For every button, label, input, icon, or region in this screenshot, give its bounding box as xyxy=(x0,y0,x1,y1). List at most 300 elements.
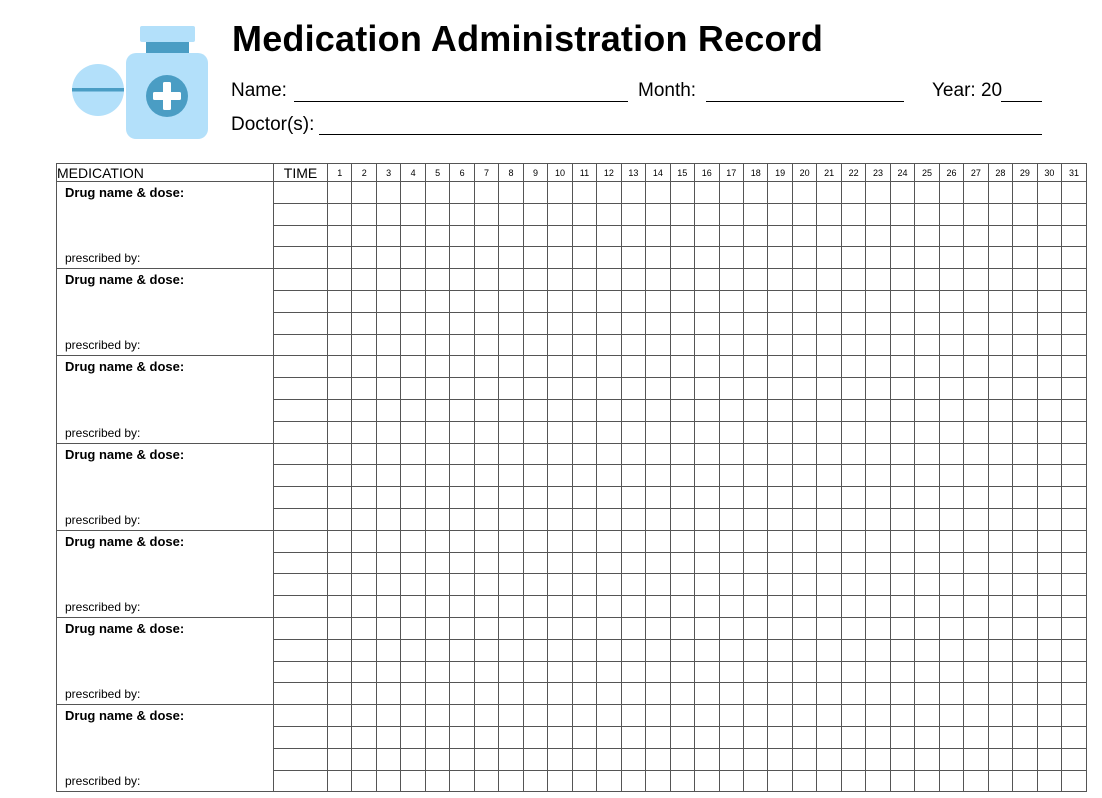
dose-cell[interactable] xyxy=(866,421,890,443)
dose-cell[interactable] xyxy=(817,247,841,269)
dose-cell[interactable] xyxy=(450,225,474,247)
dose-cell[interactable] xyxy=(425,487,449,509)
dose-cell[interactable] xyxy=(1013,661,1037,683)
dose-cell[interactable] xyxy=(866,465,890,487)
dose-cell[interactable] xyxy=(523,552,547,574)
dose-cell[interactable] xyxy=(548,748,572,770)
dose-cell[interactable] xyxy=(328,399,352,421)
dose-cell[interactable] xyxy=(548,356,572,378)
dose-cell[interactable] xyxy=(401,617,425,639)
dose-cell[interactable] xyxy=(328,639,352,661)
dose-cell[interactable] xyxy=(597,661,621,683)
time-cell[interactable] xyxy=(274,748,328,770)
dose-cell[interactable] xyxy=(425,399,449,421)
dose-cell[interactable] xyxy=(988,378,1012,400)
dose-cell[interactable] xyxy=(499,726,523,748)
time-cell[interactable] xyxy=(274,552,328,574)
dose-cell[interactable] xyxy=(964,247,988,269)
dose-cell[interactable] xyxy=(621,269,645,291)
dose-cell[interactable] xyxy=(474,399,498,421)
dose-cell[interactable] xyxy=(670,661,694,683)
dose-cell[interactable] xyxy=(352,487,376,509)
dose-cell[interactable] xyxy=(523,639,547,661)
dose-cell[interactable] xyxy=(841,269,865,291)
dose-cell[interactable] xyxy=(1037,661,1061,683)
dose-cell[interactable] xyxy=(817,596,841,618)
dose-cell[interactable] xyxy=(474,203,498,225)
dose-cell[interactable] xyxy=(743,705,767,727)
dose-cell[interactable] xyxy=(376,290,400,312)
dose-cell[interactable] xyxy=(670,203,694,225)
dose-cell[interactable] xyxy=(572,770,596,792)
dose-cell[interactable] xyxy=(695,683,719,705)
dose-cell[interactable] xyxy=(817,312,841,334)
dose-cell[interactable] xyxy=(621,552,645,574)
dose-cell[interactable] xyxy=(499,508,523,530)
dose-cell[interactable] xyxy=(866,661,890,683)
dose-cell[interactable] xyxy=(939,508,963,530)
dose-cell[interactable] xyxy=(621,247,645,269)
dose-cell[interactable] xyxy=(1062,399,1087,421)
dose-cell[interactable] xyxy=(841,705,865,727)
dose-cell[interactable] xyxy=(328,465,352,487)
dose-cell[interactable] xyxy=(939,290,963,312)
dose-cell[interactable] xyxy=(1062,552,1087,574)
dose-cell[interactable] xyxy=(964,182,988,204)
dose-cell[interactable] xyxy=(1037,683,1061,705)
dose-cell[interactable] xyxy=(1013,378,1037,400)
dose-cell[interactable] xyxy=(523,465,547,487)
dose-cell[interactable] xyxy=(1037,748,1061,770)
dose-cell[interactable] xyxy=(792,334,816,356)
dose-cell[interactable] xyxy=(352,356,376,378)
dose-cell[interactable] xyxy=(499,203,523,225)
dose-cell[interactable] xyxy=(425,574,449,596)
dose-cell[interactable] xyxy=(1037,312,1061,334)
dose-cell[interactable] xyxy=(792,683,816,705)
dose-cell[interactable] xyxy=(988,748,1012,770)
dose-cell[interactable] xyxy=(670,639,694,661)
dose-cell[interactable] xyxy=(597,574,621,596)
dose-cell[interactable] xyxy=(817,203,841,225)
dose-cell[interactable] xyxy=(988,203,1012,225)
dose-cell[interactable] xyxy=(572,552,596,574)
dose-cell[interactable] xyxy=(915,247,939,269)
dose-cell[interactable] xyxy=(768,312,792,334)
dose-cell[interactable] xyxy=(768,465,792,487)
dose-cell[interactable] xyxy=(523,356,547,378)
dose-cell[interactable] xyxy=(964,617,988,639)
dose-cell[interactable] xyxy=(988,726,1012,748)
dose-cell[interactable] xyxy=(523,378,547,400)
dose-cell[interactable] xyxy=(376,705,400,727)
dose-cell[interactable] xyxy=(670,705,694,727)
dose-cell[interactable] xyxy=(352,683,376,705)
dose-cell[interactable] xyxy=(939,748,963,770)
dose-cell[interactable] xyxy=(474,487,498,509)
dose-cell[interactable] xyxy=(499,356,523,378)
dose-cell[interactable] xyxy=(425,334,449,356)
dose-cell[interactable] xyxy=(328,334,352,356)
dose-cell[interactable] xyxy=(450,334,474,356)
dose-cell[interactable] xyxy=(597,596,621,618)
dose-cell[interactable] xyxy=(939,203,963,225)
dose-cell[interactable] xyxy=(352,269,376,291)
dose-cell[interactable] xyxy=(450,290,474,312)
dose-cell[interactable] xyxy=(597,726,621,748)
dose-cell[interactable] xyxy=(450,247,474,269)
dose-cell[interactable] xyxy=(768,203,792,225)
dose-cell[interactable] xyxy=(352,617,376,639)
dose-cell[interactable] xyxy=(1013,487,1037,509)
dose-cell[interactable] xyxy=(890,356,914,378)
dose-cell[interactable] xyxy=(376,748,400,770)
dose-cell[interactable] xyxy=(572,748,596,770)
dose-cell[interactable] xyxy=(792,530,816,552)
dose-cell[interactable] xyxy=(401,748,425,770)
dose-cell[interactable] xyxy=(768,770,792,792)
dose-cell[interactable] xyxy=(597,269,621,291)
dose-cell[interactable] xyxy=(474,312,498,334)
dose-cell[interactable] xyxy=(890,312,914,334)
dose-cell[interactable] xyxy=(670,530,694,552)
dose-cell[interactable] xyxy=(890,247,914,269)
dose-cell[interactable] xyxy=(572,443,596,465)
dose-cell[interactable] xyxy=(939,596,963,618)
dose-cell[interactable] xyxy=(572,530,596,552)
dose-cell[interactable] xyxy=(572,312,596,334)
time-cell[interactable] xyxy=(274,617,328,639)
time-cell[interactable] xyxy=(274,225,328,247)
dose-cell[interactable] xyxy=(572,683,596,705)
dose-cell[interactable] xyxy=(817,290,841,312)
dose-cell[interactable] xyxy=(523,726,547,748)
dose-cell[interactable] xyxy=(915,530,939,552)
dose-cell[interactable] xyxy=(939,443,963,465)
dose-cell[interactable] xyxy=(841,508,865,530)
dose-cell[interactable] xyxy=(792,574,816,596)
dose-cell[interactable] xyxy=(817,487,841,509)
dose-cell[interactable] xyxy=(646,748,670,770)
dose-cell[interactable] xyxy=(988,770,1012,792)
dose-cell[interactable] xyxy=(572,705,596,727)
dose-cell[interactable] xyxy=(376,334,400,356)
dose-cell[interactable] xyxy=(988,312,1012,334)
dose-cell[interactable] xyxy=(1013,639,1037,661)
dose-cell[interactable] xyxy=(352,770,376,792)
dose-cell[interactable] xyxy=(890,726,914,748)
dose-cell[interactable] xyxy=(548,596,572,618)
dose-cell[interactable] xyxy=(499,269,523,291)
dose-cell[interactable] xyxy=(1037,639,1061,661)
dose-cell[interactable] xyxy=(328,683,352,705)
dose-cell[interactable] xyxy=(964,225,988,247)
dose-cell[interactable] xyxy=(1062,596,1087,618)
dose-cell[interactable] xyxy=(646,356,670,378)
dose-cell[interactable] xyxy=(450,399,474,421)
dose-cell[interactable] xyxy=(719,639,743,661)
dose-cell[interactable] xyxy=(670,421,694,443)
dose-cell[interactable] xyxy=(743,203,767,225)
time-cell[interactable] xyxy=(274,530,328,552)
dose-cell[interactable] xyxy=(939,334,963,356)
dose-cell[interactable] xyxy=(670,182,694,204)
dose-cell[interactable] xyxy=(768,225,792,247)
dose-cell[interactable] xyxy=(964,290,988,312)
dose-cell[interactable] xyxy=(523,487,547,509)
dose-cell[interactable] xyxy=(572,726,596,748)
dose-cell[interactable] xyxy=(1037,530,1061,552)
dose-cell[interactable] xyxy=(548,705,572,727)
dose-cell[interactable] xyxy=(474,530,498,552)
dose-cell[interactable] xyxy=(939,378,963,400)
dose-cell[interactable] xyxy=(352,378,376,400)
dose-cell[interactable] xyxy=(548,334,572,356)
dose-cell[interactable] xyxy=(939,726,963,748)
dose-cell[interactable] xyxy=(915,399,939,421)
dose-cell[interactable] xyxy=(939,661,963,683)
dose-cell[interactable] xyxy=(719,443,743,465)
dose-cell[interactable] xyxy=(866,530,890,552)
dose-cell[interactable] xyxy=(890,378,914,400)
dose-cell[interactable] xyxy=(890,574,914,596)
dose-cell[interactable] xyxy=(817,683,841,705)
dose-cell[interactable] xyxy=(1013,530,1037,552)
dose-cell[interactable] xyxy=(548,683,572,705)
dose-cell[interactable] xyxy=(425,639,449,661)
dose-cell[interactable] xyxy=(792,465,816,487)
dose-cell[interactable] xyxy=(474,465,498,487)
dose-cell[interactable] xyxy=(964,530,988,552)
dose-cell[interactable] xyxy=(1013,247,1037,269)
dose-cell[interactable] xyxy=(352,225,376,247)
dose-cell[interactable] xyxy=(695,574,719,596)
dose-cell[interactable] xyxy=(695,465,719,487)
dose-cell[interactable] xyxy=(670,487,694,509)
dose-cell[interactable] xyxy=(425,443,449,465)
dose-cell[interactable] xyxy=(1037,378,1061,400)
dose-cell[interactable] xyxy=(523,269,547,291)
dose-cell[interactable] xyxy=(890,290,914,312)
dose-cell[interactable] xyxy=(352,661,376,683)
dose-cell[interactable] xyxy=(817,770,841,792)
dose-cell[interactable] xyxy=(523,705,547,727)
dose-cell[interactable] xyxy=(915,508,939,530)
dose-cell[interactable] xyxy=(328,225,352,247)
time-cell[interactable] xyxy=(274,247,328,269)
dose-cell[interactable] xyxy=(743,574,767,596)
dose-cell[interactable] xyxy=(1013,552,1037,574)
dose-cell[interactable] xyxy=(695,726,719,748)
dose-cell[interactable] xyxy=(939,269,963,291)
dose-cell[interactable] xyxy=(1062,508,1087,530)
dose-cell[interactable] xyxy=(1037,334,1061,356)
dose-cell[interactable] xyxy=(866,334,890,356)
dose-cell[interactable] xyxy=(719,225,743,247)
dose-cell[interactable] xyxy=(915,421,939,443)
dose-cell[interactable] xyxy=(548,508,572,530)
dose-cell[interactable] xyxy=(768,399,792,421)
dose-cell[interactable] xyxy=(964,508,988,530)
dose-cell[interactable] xyxy=(719,203,743,225)
dose-cell[interactable] xyxy=(792,508,816,530)
dose-cell[interactable] xyxy=(646,574,670,596)
dose-cell[interactable] xyxy=(719,770,743,792)
dose-cell[interactable] xyxy=(719,617,743,639)
dose-cell[interactable] xyxy=(1062,269,1087,291)
dose-cell[interactable] xyxy=(474,269,498,291)
medication-cell[interactable] xyxy=(57,705,274,792)
dose-cell[interactable] xyxy=(597,465,621,487)
dose-cell[interactable] xyxy=(621,661,645,683)
dose-cell[interactable] xyxy=(621,487,645,509)
time-cell[interactable] xyxy=(274,508,328,530)
dose-cell[interactable] xyxy=(841,574,865,596)
dose-cell[interactable] xyxy=(890,639,914,661)
dose-cell[interactable] xyxy=(450,356,474,378)
dose-cell[interactable] xyxy=(817,334,841,356)
dose-cell[interactable] xyxy=(817,617,841,639)
dose-cell[interactable] xyxy=(474,748,498,770)
dose-cell[interactable] xyxy=(695,334,719,356)
dose-cell[interactable] xyxy=(695,182,719,204)
dose-cell[interactable] xyxy=(1062,443,1087,465)
dose-cell[interactable] xyxy=(450,269,474,291)
dose-cell[interactable] xyxy=(499,443,523,465)
dose-cell[interactable] xyxy=(890,748,914,770)
dose-cell[interactable] xyxy=(988,399,1012,421)
dose-cell[interactable] xyxy=(1013,203,1037,225)
dose-cell[interactable] xyxy=(792,552,816,574)
dose-cell[interactable] xyxy=(646,247,670,269)
dose-cell[interactable] xyxy=(768,726,792,748)
dose-cell[interactable] xyxy=(768,596,792,618)
dose-cell[interactable] xyxy=(841,661,865,683)
dose-cell[interactable] xyxy=(743,661,767,683)
dose-cell[interactable] xyxy=(499,661,523,683)
dose-cell[interactable] xyxy=(499,552,523,574)
dose-cell[interactable] xyxy=(768,487,792,509)
dose-cell[interactable] xyxy=(1037,399,1061,421)
dose-cell[interactable] xyxy=(695,421,719,443)
dose-cell[interactable] xyxy=(376,617,400,639)
medication-cell[interactable] xyxy=(57,182,274,269)
dose-cell[interactable] xyxy=(890,552,914,574)
dose-cell[interactable] xyxy=(499,748,523,770)
dose-cell[interactable] xyxy=(1013,356,1037,378)
dose-cell[interactable] xyxy=(866,596,890,618)
dose-cell[interactable] xyxy=(548,465,572,487)
dose-cell[interactable] xyxy=(548,247,572,269)
dose-cell[interactable] xyxy=(866,705,890,727)
dose-cell[interactable] xyxy=(1013,748,1037,770)
dose-cell[interactable] xyxy=(425,203,449,225)
dose-cell[interactable] xyxy=(474,443,498,465)
dose-cell[interactable] xyxy=(939,530,963,552)
dose-cell[interactable] xyxy=(1037,705,1061,727)
dose-cell[interactable] xyxy=(425,290,449,312)
dose-cell[interactable] xyxy=(1037,225,1061,247)
dose-cell[interactable] xyxy=(1013,290,1037,312)
dose-cell[interactable] xyxy=(474,596,498,618)
name-field[interactable] xyxy=(231,80,287,102)
dose-cell[interactable] xyxy=(376,596,400,618)
dose-cell[interactable] xyxy=(841,182,865,204)
medication-cell[interactable] xyxy=(57,617,274,704)
dose-cell[interactable] xyxy=(401,203,425,225)
dose-cell[interactable] xyxy=(499,182,523,204)
dose-cell[interactable] xyxy=(841,639,865,661)
dose-cell[interactable] xyxy=(328,312,352,334)
dose-cell[interactable] xyxy=(915,443,939,465)
dose-cell[interactable] xyxy=(474,661,498,683)
dose-cell[interactable] xyxy=(450,508,474,530)
dose-cell[interactable] xyxy=(695,508,719,530)
dose-cell[interactable] xyxy=(743,399,767,421)
dose-cell[interactable] xyxy=(915,290,939,312)
dose-cell[interactable] xyxy=(1062,378,1087,400)
time-cell[interactable] xyxy=(274,356,328,378)
dose-cell[interactable] xyxy=(695,596,719,618)
dose-cell[interactable] xyxy=(866,312,890,334)
dose-cell[interactable] xyxy=(621,182,645,204)
dose-cell[interactable] xyxy=(523,508,547,530)
dose-cell[interactable] xyxy=(1062,770,1087,792)
dose-cell[interactable] xyxy=(572,182,596,204)
dose-cell[interactable] xyxy=(401,247,425,269)
dose-cell[interactable] xyxy=(1013,726,1037,748)
dose-cell[interactable] xyxy=(1037,552,1061,574)
dose-cell[interactable] xyxy=(572,356,596,378)
dose-cell[interactable] xyxy=(915,225,939,247)
dose-cell[interactable] xyxy=(646,378,670,400)
dose-cell[interactable] xyxy=(743,290,767,312)
dose-cell[interactable] xyxy=(890,421,914,443)
time-cell[interactable] xyxy=(274,726,328,748)
dose-cell[interactable] xyxy=(719,312,743,334)
dose-cell[interactable] xyxy=(988,334,1012,356)
dose-cell[interactable] xyxy=(572,487,596,509)
dose-cell[interactable] xyxy=(670,508,694,530)
dose-cell[interactable] xyxy=(719,399,743,421)
dose-cell[interactable] xyxy=(792,726,816,748)
medication-cell[interactable] xyxy=(57,269,274,356)
dose-cell[interactable] xyxy=(401,421,425,443)
time-cell[interactable] xyxy=(274,312,328,334)
dose-cell[interactable] xyxy=(401,726,425,748)
dose-cell[interactable] xyxy=(1013,574,1037,596)
dose-cell[interactable] xyxy=(695,378,719,400)
dose-cell[interactable] xyxy=(841,770,865,792)
doctor-field[interactable] xyxy=(231,114,314,136)
dose-cell[interactable] xyxy=(401,574,425,596)
dose-cell[interactable] xyxy=(376,247,400,269)
dose-cell[interactable] xyxy=(352,639,376,661)
dose-cell[interactable] xyxy=(450,596,474,618)
dose-cell[interactable] xyxy=(792,269,816,291)
dose-cell[interactable] xyxy=(646,770,670,792)
dose-cell[interactable] xyxy=(719,421,743,443)
dose-cell[interactable] xyxy=(597,639,621,661)
dose-cell[interactable] xyxy=(328,552,352,574)
dose-cell[interactable] xyxy=(328,574,352,596)
dose-cell[interactable] xyxy=(670,334,694,356)
dose-cell[interactable] xyxy=(621,574,645,596)
dose-cell[interactable] xyxy=(1037,247,1061,269)
name-line[interactable] xyxy=(294,101,628,102)
dose-cell[interactable] xyxy=(523,421,547,443)
dose-cell[interactable] xyxy=(499,487,523,509)
